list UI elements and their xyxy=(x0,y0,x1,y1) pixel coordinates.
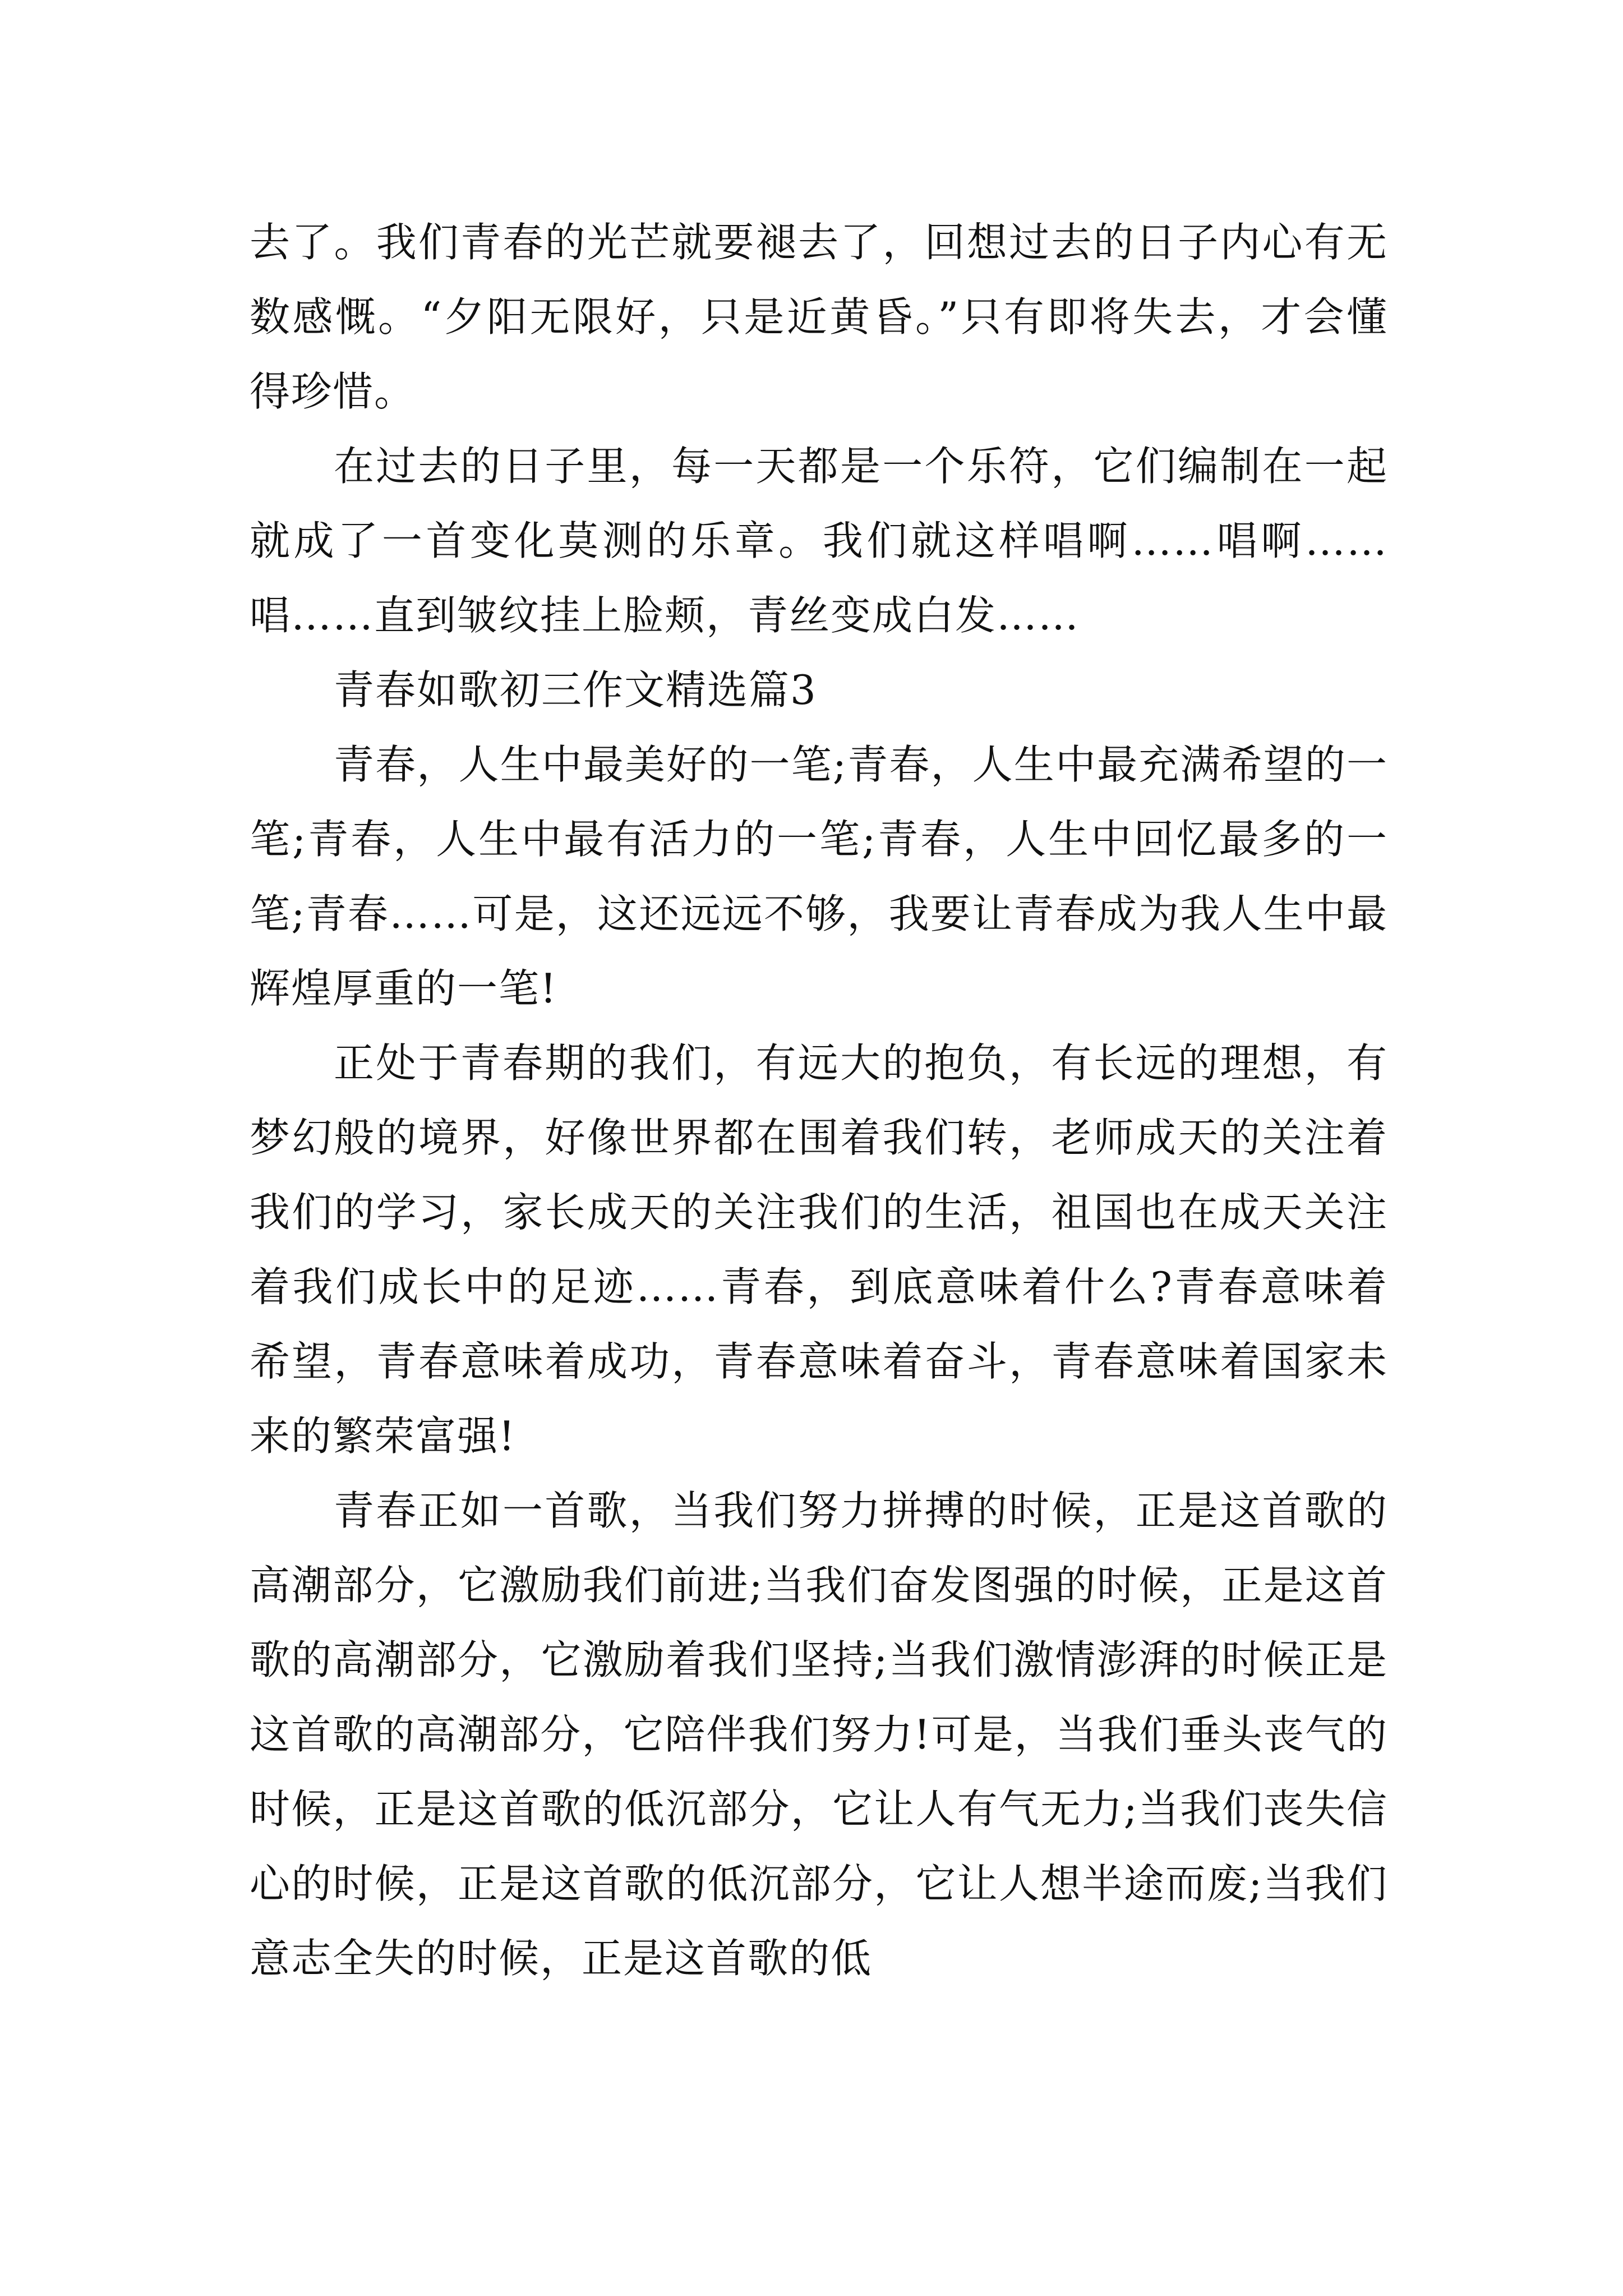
section-heading: 青春如歌初三作文精选篇3 xyxy=(334,666,817,714)
paragraph-youth-stroke: 青春，人生中最美好的一笔;青春，人生中最充满希望的一笔;青春，人生中最有活力的一笔;青春，人生中回忆最多的一笔;青春……可是，这还远远不够，我要让青春成为我人生中最辉煌厚重的一笔! xyxy=(250,741,1388,1012)
document-body xyxy=(250,205,1388,1996)
paragraph-youth-song: 青春正如一首歌，当我们努力拼搏的时候，正是这首歌的高潮部分，它激励我们前进;当我们奋发图强的时候，正是这首歌的高潮部分，它激励着我们坚持;当我们激情澎湃的时候正是这首歌的高潮部分，它陪伴我们努力!可是，当我们垂头丧气的时候，正是这首歌的低沉部分，它让人有气无力;当我们丧失信心的时候，正是这首歌的低沉部分，它让人想半途而废;当我们意志全失的时候，正是这首歌的低 xyxy=(250,1487,1388,1982)
paragraph-continuation: 去了。我们青春的光芒就要褪去了，回想过去的日子内心有无数感慨。“夕阳无限好，只是近黄昏。”只有即将失去，才会懂得珍惜。 xyxy=(250,219,1388,415)
paragraph-youth-meaning: 正处于青春期的我们，有远大的抱负，有长远的理想，有梦幻般的境界，好像世界都在围着我们转，老师成天的关注着我们的学习，家长成天的关注我们的生活，祖国也在成天关注着我们成长中的足迹……青春，到底意味着什么?青春意味着希望，青春意味着成功，青春意味着奋斗，青春意味着国家未来的繁荣富强! xyxy=(250,1039,1388,1460)
paragraph-past-days: 在过去的日子里，每一天都是一个乐符，它们编制在一起就成了一首变化莫测的乐章。我们就这样唱啊……唱啊……唱……直到皱纹挂上脸颊，青丝变成白发…… xyxy=(250,443,1388,639)
